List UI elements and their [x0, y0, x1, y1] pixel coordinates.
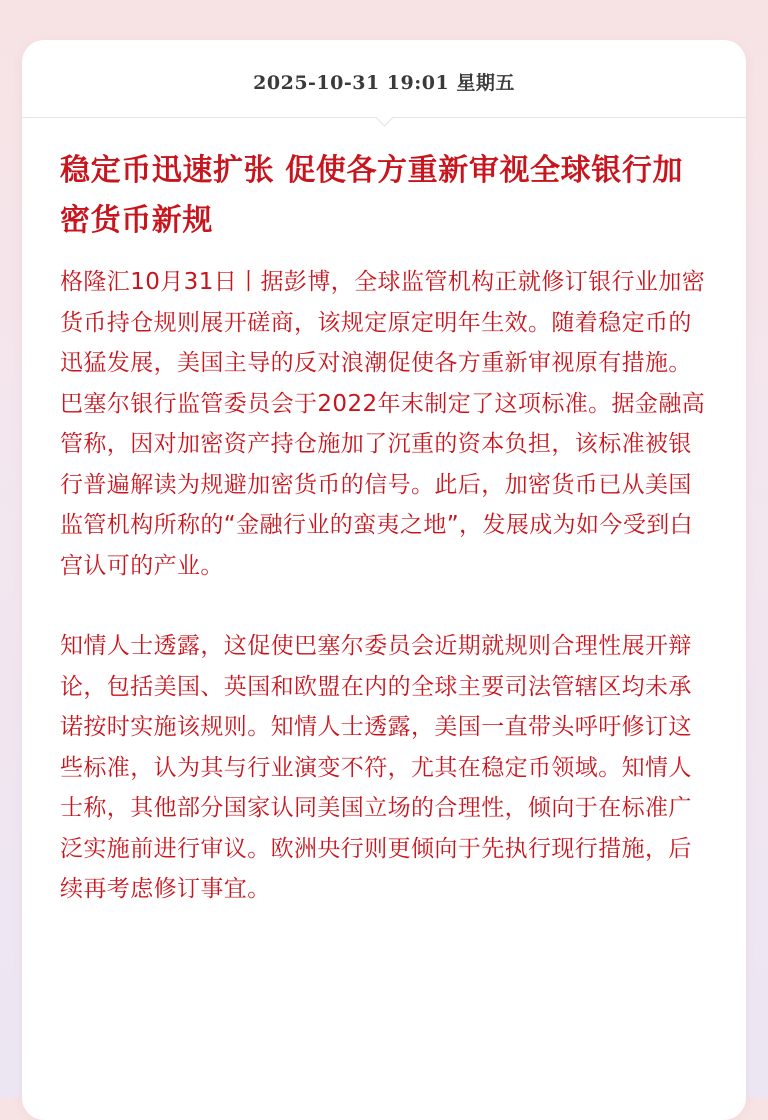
article-card: [22, 40, 746, 1120]
article-title: 稳定币迅速扩张 促使各方重新审视全球银行加密货币新规: [60, 153, 684, 238]
publish-date: 2025-10-31 19:01 星期五: [253, 72, 515, 94]
article-paragraph-1: 格隆汇10月31日丨据彭博，全球监管机构正就修订银行业加密货币持仓规则展开磋商，该规定原定明年生效。随着稳定币的迅猛发展，美国主导的反对浪潮促使各方重新审视原有措施。巴塞尔银行监管委员会于2022年末制定了这项标准。据金融高管称，因对加密资产持仓施加了沉重的资本负担，该标准被银行普遍解读为规避加密货币的信号。此后，加密货币已从美国监管机构所称的“金融行业的蛮夷之地”，发展成为如今受到白宫认可的产业。: [60, 269, 706, 579]
article-paragraph-2: 知情人士透露，这促使巴塞尔委员会近期就规则合理性展开辩论，包括美国、英国和欧盟在内的全球主要司法管辖区均未承诺按时实施该规则。知情人士透露，美国一直带头呼吁修订这些标准，认为其与行业演变不符，尤其在稳定币领域。知情人士称，其他部分国家认同美国立场的合理性，倾向于在标准广泛实施前进行审议。欧洲央行则更倾向于先执行现行措施，后续再考虑修订事宜。: [60, 633, 692, 902]
date-notch: [375, 108, 393, 126]
date-header: [60, 40, 708, 118]
